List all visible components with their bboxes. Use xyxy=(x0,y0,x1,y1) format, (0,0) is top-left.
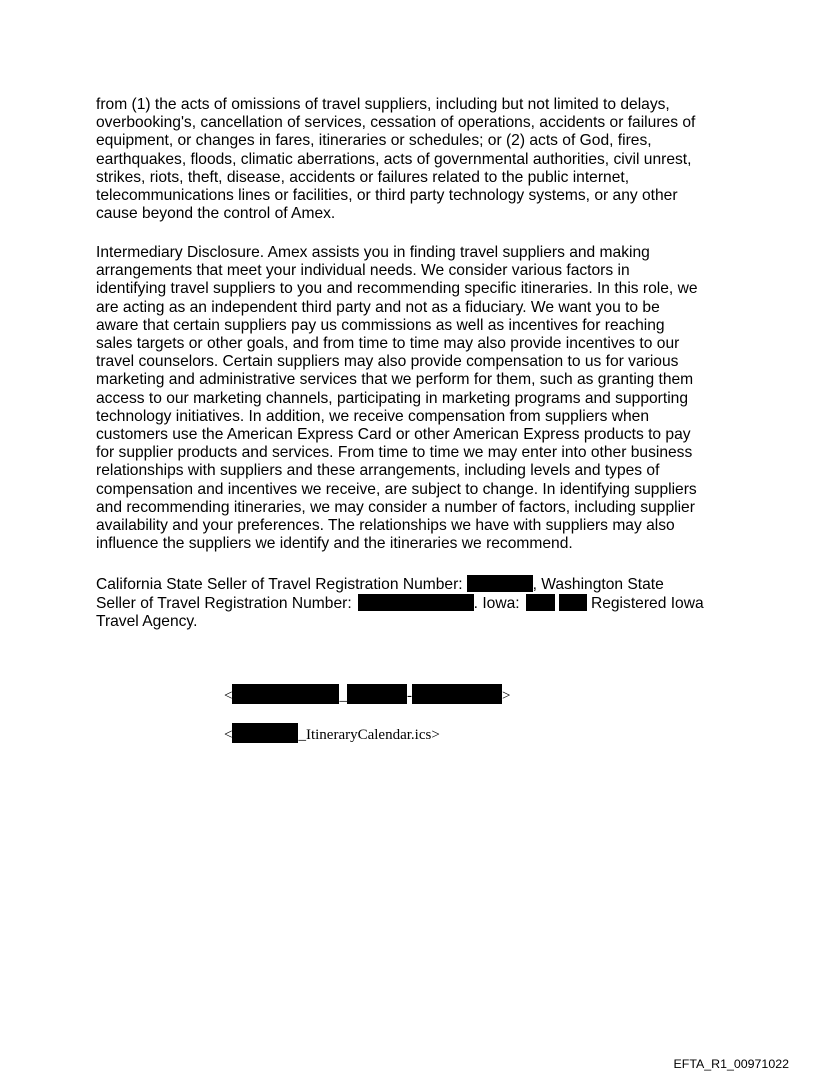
wa-label: , Washington State xyxy=(532,576,664,593)
text-line: influence the suppliers we identify and the itineraries we recommend. xyxy=(96,535,573,553)
text-line: Travel Agency. xyxy=(96,613,198,631)
text-line: technology initiatives. In addition, we receive compensation from suppliers when xyxy=(96,407,650,425)
redaction-block xyxy=(232,684,339,704)
attachment-separator: _ xyxy=(339,688,347,704)
liability-paragraph xyxy=(96,96,724,223)
text-line: equipment, or changes in fares, itineraries or schedules; or (2) acts of God, fires, xyxy=(96,132,652,150)
text-line: travel counselors. Certain suppliers may also provide compensation to us for various xyxy=(96,353,679,371)
text-line: relationships with suppliers and these arrangements, including levels and types of xyxy=(96,462,660,480)
text-line: are acting as an independent third party and not as a fiduciary. We want you to be xyxy=(96,298,660,316)
text-line: arrangements that meet your individual needs. We consider various factors in xyxy=(96,262,630,280)
redaction-block xyxy=(232,723,298,743)
bates-number: EFTA_R1_00971022 xyxy=(673,1057,789,1071)
attachment-open-bracket: < xyxy=(224,727,233,743)
text-line: earthquakes, floods, climatic aberrations, acts of governmental authorities, civil unrest, xyxy=(96,150,692,168)
redaction-block xyxy=(358,594,474,611)
intermediary-disclosure-paragraph xyxy=(96,244,724,553)
text-line: and recommending itineraries, we may consider a number of factors, including supplier xyxy=(96,498,695,516)
text-line: identifying travel suppliers to you and recommending specific itineraries. In this role, we xyxy=(96,280,698,298)
text-line: for supplier products and services. From time to time we may enter into other business xyxy=(96,444,693,462)
text-line: strikes, riots, theft, disease, accidents or failures related to the public internet, xyxy=(96,168,630,186)
redaction-block xyxy=(526,594,555,611)
attachment-separator: - xyxy=(406,688,412,704)
text-line: telecommunications lines or facilities, or third party technology systems, or any other xyxy=(96,187,678,205)
text-line: customers use the American Express Card or other American Express products to pay xyxy=(96,426,691,444)
text-line: overbooking's, cancellation of services, cessation of operations, accidents or failures of xyxy=(96,114,696,132)
text-line: sales targets or other goals, and from time to time may also provide incentives to our xyxy=(96,335,680,353)
text-line: cause beyond the control of Amex. xyxy=(96,205,336,223)
registration-paragraph xyxy=(96,575,724,632)
text-line: aware that certain suppliers pay us commissions as well as incentives for reaching xyxy=(96,316,665,334)
iowa-registered-label: Registered Iowa xyxy=(590,595,704,613)
text-line xyxy=(96,575,724,594)
text-line: Intermediary Disclosure. Amex assists you in finding travel suppliers and making xyxy=(96,244,650,261)
attachment-link-1[interactable] xyxy=(224,684,510,705)
text-line: from (1) the acts of omissions of travel suppliers, including but not limited to delays, xyxy=(96,96,670,113)
attachment-close-bracket: > xyxy=(501,688,511,704)
attachment-link-itinerary-calendar[interactable] xyxy=(224,723,440,744)
iowa-label: . Iowa: xyxy=(473,595,520,613)
text-line xyxy=(96,594,724,613)
wa-registration-label: Seller of Travel Registration Number: xyxy=(96,595,352,613)
redaction-block xyxy=(347,684,407,704)
redaction-block xyxy=(467,575,533,592)
text-line: marketing and administrative services that we perform for them, such as granting them xyxy=(96,371,694,389)
redaction-block xyxy=(559,594,587,611)
attachment-filename: _ItineraryCalendar.ics> xyxy=(298,727,440,743)
redaction-block xyxy=(412,684,502,704)
ca-registration-label: California State Seller of Travel Registration Number: xyxy=(96,576,463,593)
text-line: availability and your preferences. The relationships we have with suppliers may also xyxy=(96,517,675,535)
attachment-open-bracket: < xyxy=(224,688,233,704)
text-line: access to our marketing channels, participating in marketing programs and supporting xyxy=(96,389,689,407)
text-line: compensation and incentives we receive, are subject to change. In identifying suppliers xyxy=(96,480,697,498)
